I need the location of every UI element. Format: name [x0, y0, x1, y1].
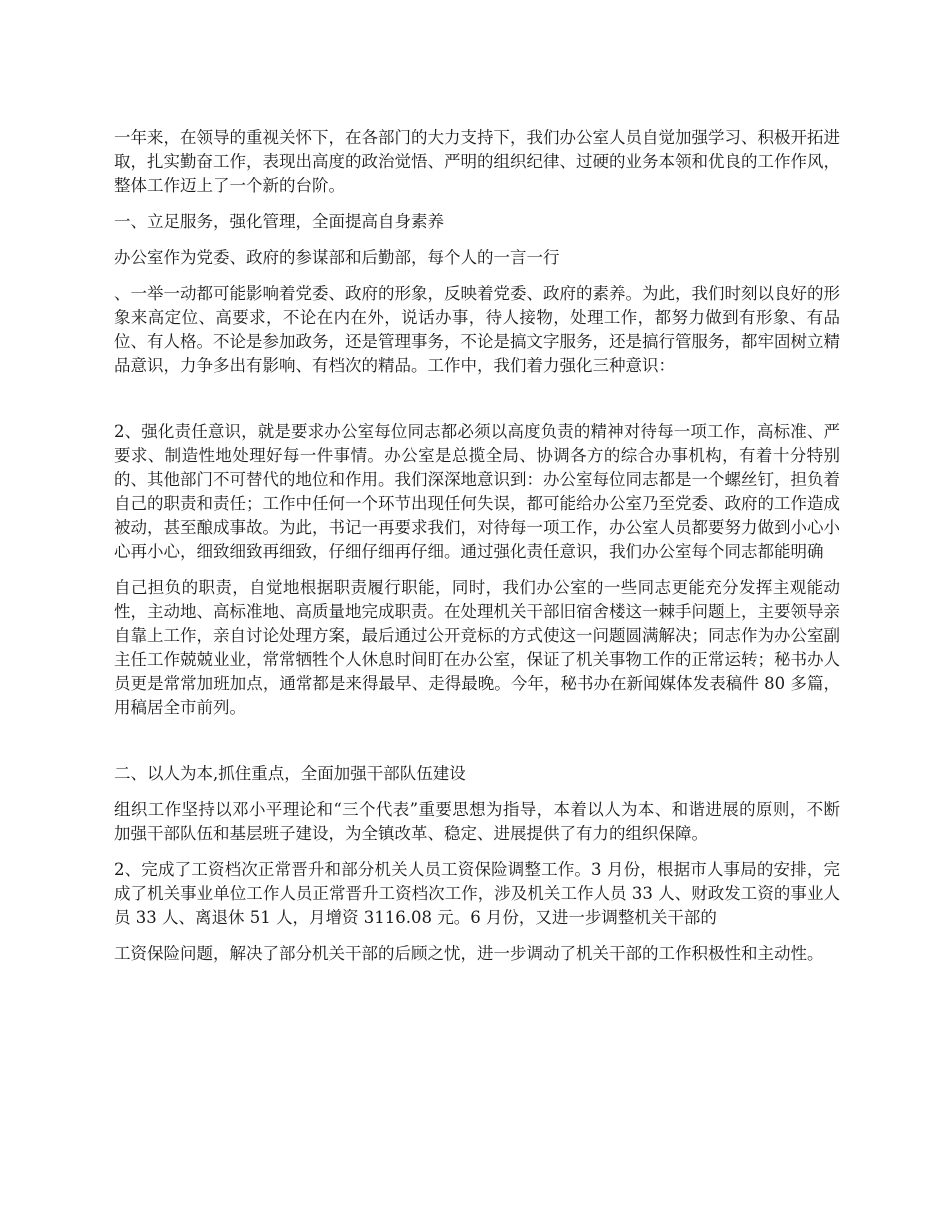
paragraph-salary: 2、完成了工资档次正常晋升和部分机关人员工资保险调整工作。3 月份，根据市人事局的安排，完成了机关事业单位工作人员正常晋升工资档次工作，涉及机关工作人员 33 人、财政发工资的事业人员 33 人、离退休 51 人，月增资 3116.08 元。6 月份，又进一步调整机关干部的 — [114, 860, 840, 927]
spacer — [114, 732, 840, 762]
paragraph-duties: 自己担负的职责，自觉地根据职责履行职能，同时，我们办公室的一些同志更能充分发挥主观能动性，主动地、高标准地、高质量地完成职责。在处理机关干部旧宿舍楼这一棘手问题上，主要领导亲自靠上工作，亲自讨论处理方案，最后通过公开竞标的方式使这一问题圆满解决；同志作为办公室副主任工作兢兢业业，常常牺牲个人休息时间盯在办公室，保证了机关事物工作的正常运转；秘书办人员更是常常加班加点，通常都是来得最早、走得最晚。今年，秘书办在新闻媒体发表稿件 80 多篇，用稿居全市前列。 — [114, 578, 840, 717]
paragraph-office-role: 办公室作为党委、政府的参谋部和后勤部，每个人的一言一行 — [114, 248, 560, 267]
section-heading-two: 二、以人为本,抓住重点，全面加强干部队伍建设 — [114, 764, 466, 783]
spacer — [114, 390, 840, 420]
paragraph-organization: 组织工作坚持以邓小平理论和“三个代表”重要思想为指导，本着以人为本、和谐进展的原则，不断加强干部队伍和基层班子建设，为全镇改革、稳定、进展提供了有力的组织保障。 — [114, 800, 840, 843]
section-heading-one: 一、立足服务，强化管理，全面提高自身素养 — [114, 212, 444, 231]
document-body — [114, 126, 840, 978]
intro-paragraph: 一年来，在领导的重视关怀下，在各部门的大力支持下，我们办公室人员自觉加强学习、积极开拓进取，扎实勤奋工作，表现出高度的政治觉悟、严明的组织纪律、过硬的业务本领和优良的工作作风，整体工作迈上了一个新的台阶。 — [114, 128, 840, 195]
paragraph-office-image: 、一举一动都可能影响着党委、政府的形象，反映着党委、政府的素养。为此，我们时刻以良好的形象来高定位、高要求，不论在内在外，说话办事，待人接物，处理工作，都努力做到有形象、有品位、有人格。不论是参加政务，还是管理事务，不论是搞文字服务，还是搞行管服务，都牢固树立精品意识，力争多出有影响、有档次的精品。工作中，我们着力强化三种意识： — [114, 284, 840, 375]
paragraph-insurance: 工资保险问题，解决了部分机关干部的后顾之忧，进一步调动了机关干部的工作积极性和主动性。 — [114, 944, 824, 963]
paragraph-responsibility: 2、强化责任意识，就是要求办公室每位同志都必须以高度负责的精神对待每一项工作，高标准、严要求、制造性地处理好每一件事情。办公室是总揽全局、协调各方的综合办事机构，有着十分特别的、其他部门不可替代的地位和作用。我们深深地意识到：办公室每位同志都是一个螺丝钉，担负着自己的职责和责任；工作中任何一个环节出现任何失误，都可能给办公室乃至党委、政府的工作造成被动，甚至酿成事故。为此，书记一再要求我们，对待每一项工作，办公室人员都要努力做到小心小心再小心，细致细致再细致，仔细仔细再仔细。通过强化责任意识，我们办公室每个同志都能明确 — [114, 422, 840, 561]
